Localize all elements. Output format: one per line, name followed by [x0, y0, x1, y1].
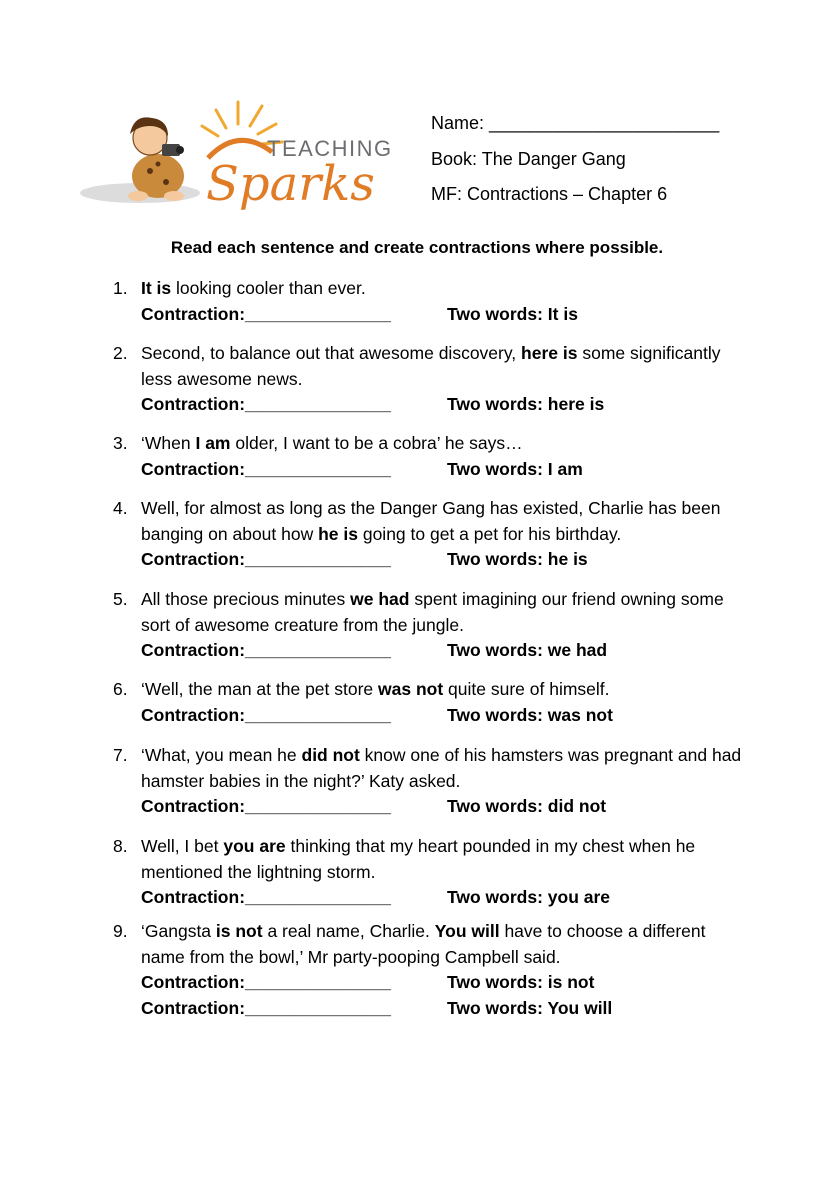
question-sentence — [141, 834, 753, 885]
question-item — [113, 919, 753, 1021]
target-words: It is — [141, 278, 172, 298]
question-sentence — [141, 919, 753, 970]
target-words: You will — [434, 921, 500, 941]
target-words: I am — [195, 433, 231, 453]
sentence-text: ‘When — [141, 433, 196, 453]
question-item — [113, 276, 753, 327]
question-sentence — [141, 743, 753, 794]
question-body — [141, 587, 753, 664]
target-words: he is — [318, 523, 358, 544]
sentence-text: know one of his hamsters was pregnant and had hamster babies in the night?’ Katy asked. — [141, 745, 742, 791]
sentence-text: ‘What, you mean he — [141, 745, 302, 765]
target-words: is not — [215, 921, 263, 941]
sentence-text: going to get a pet for his birthday. — [357, 523, 622, 544]
question-number: 6. — [113, 679, 128, 699]
brand-line1: TEACHING — [267, 136, 393, 161]
question-number: 9. — [113, 921, 128, 941]
two-words-label: Two words: was not — [447, 704, 613, 725]
question-body — [141, 341, 753, 418]
contraction-row — [141, 392, 753, 418]
name-field: Name: _______________________ — [431, 113, 720, 133]
two-words-label: Two words: here is — [447, 394, 605, 414]
question-item — [113, 743, 753, 820]
contraction-answer-blank[interactable]: Contraction:_______________ — [141, 303, 392, 324]
contraction-answer-blank[interactable]: Contraction:_______________ — [141, 394, 392, 414]
sentence-text: have to choose a different name from the bowl,’ Mr party-pooping Campbell said. — [141, 921, 706, 967]
sentence-text: All those precious minutes — [141, 589, 351, 609]
sentence-text: older, I want to be a cobra’ he says… — [230, 433, 523, 453]
contraction-answer-blank[interactable]: Contraction:_______________ — [141, 972, 392, 992]
contraction-answer-blank[interactable]: Contraction:_______________ — [141, 704, 392, 725]
sentence-text: a real name, Charlie. — [262, 921, 435, 941]
sentence-text: some significantly less awesome news. — [141, 343, 721, 389]
question-body — [141, 677, 753, 728]
contraction-row — [141, 547, 753, 573]
sentence-text: Well, for almost as long as the Danger Gang has existed, Charlie has been banging on about how — [141, 498, 721, 544]
teaching-sparks-logo — [78, 96, 393, 216]
contraction-row — [141, 457, 753, 483]
question-number: 7. — [113, 745, 128, 765]
question-number: 1. — [113, 278, 128, 298]
target-words: was not — [378, 679, 444, 699]
sentence-text: spent imagining our friend owning some sort of awesome creature from the jungle. — [141, 589, 724, 635]
two-words-label: Two words: we had — [447, 640, 608, 660]
instructions: Read each sentence and create contractions where possible. — [170, 238, 664, 257]
sentence-text: Well, I bet — [141, 836, 224, 856]
header-info — [431, 106, 719, 213]
contraction-row — [141, 638, 753, 664]
contraction-row — [141, 302, 753, 328]
two-words-label: Two words: I am — [447, 458, 583, 479]
question-number: 5. — [113, 589, 128, 609]
question-number: 4. — [113, 498, 128, 518]
sentence-text: Second, to balance out that awesome discovery, — [141, 343, 522, 363]
question-body — [141, 743, 753, 820]
question-body — [141, 431, 753, 482]
contraction-answer-blank[interactable]: Contraction:_______________ — [141, 549, 392, 569]
sentence-text: looking cooler than ever. — [171, 278, 366, 298]
two-words-label: Two words: is not — [447, 972, 595, 992]
two-words-label: Two words: It is — [447, 303, 578, 324]
question-number: 2. — [113, 343, 128, 363]
two-words-label: Two words: you are — [447, 887, 611, 907]
contraction-answer-blank[interactable]: Contraction:_______________ — [141, 458, 392, 479]
question-sentence — [141, 496, 753, 547]
question-sentence — [141, 587, 753, 638]
question-sentence — [141, 341, 753, 392]
contraction-row — [141, 996, 753, 1022]
question-body — [141, 834, 753, 911]
question-item — [113, 341, 753, 418]
two-words-label: Two words: he is — [447, 549, 588, 569]
contraction-answer-blank[interactable]: Contraction:_______________ — [141, 887, 392, 907]
sentence-text: thinking that my heart pounded in my chest when he mentioned the lightning storm. — [141, 836, 696, 882]
sentence-text: ‘Well, the man at the pet store — [141, 679, 379, 699]
contraction-answer-blank[interactable]: Contraction:_______________ — [141, 997, 392, 1018]
target-words: you are — [223, 836, 286, 856]
brand-line2: Sparks — [206, 156, 375, 212]
question-sentence — [141, 677, 753, 703]
contraction-row — [141, 970, 753, 996]
question-item — [113, 587, 753, 664]
question-item — [113, 496, 753, 573]
sentence-text: ‘Gangsta — [141, 921, 216, 941]
contraction-row — [141, 703, 753, 729]
contraction-answer-blank[interactable]: Contraction:_______________ — [141, 640, 392, 660]
contraction-answer-blank[interactable]: Contraction:_______________ — [141, 796, 392, 816]
target-words: here is — [521, 343, 578, 363]
question-number: 8. — [113, 836, 128, 856]
mf-topic: MF: Contractions – Chapter 6 — [431, 184, 668, 204]
two-words-label: Two words: did not — [447, 796, 607, 816]
question-body — [141, 276, 753, 327]
contraction-row — [141, 885, 753, 911]
question-item — [113, 834, 753, 911]
two-words-label: Two words: You will — [447, 997, 613, 1018]
contraction-row — [141, 794, 753, 820]
question-number: 3. — [113, 433, 128, 453]
question-sentence — [141, 431, 753, 457]
book-title: Book: The Danger Gang — [431, 148, 626, 169]
question-body — [141, 496, 753, 573]
question-sentence — [141, 276, 753, 302]
target-words: did not — [301, 745, 360, 765]
target-words: we had — [350, 589, 410, 609]
sentence-text: quite sure of himself. — [443, 679, 610, 699]
question-body — [141, 919, 753, 1021]
question-item — [113, 677, 753, 728]
question-item — [113, 431, 753, 482]
